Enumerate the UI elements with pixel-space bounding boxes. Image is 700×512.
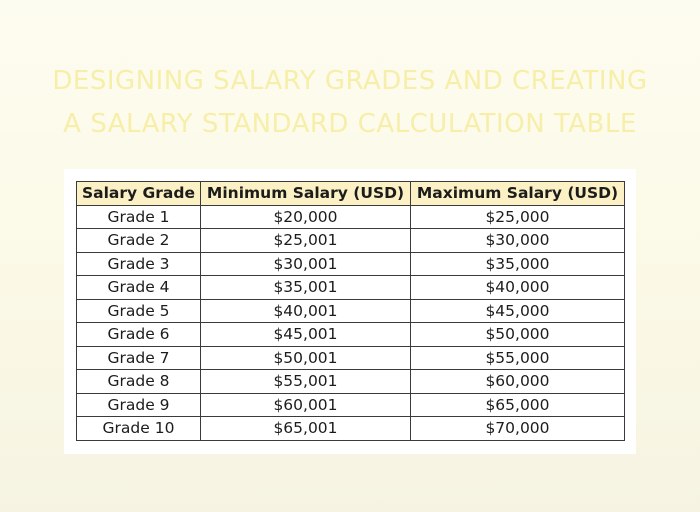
table-row (77, 299, 625, 323)
cell-grade: Grade 9 (77, 393, 201, 417)
cell-maximum: $40,000 (411, 276, 625, 300)
cell-minimum: $30,001 (201, 252, 411, 276)
cell-minimum: $40,001 (201, 299, 411, 323)
cell-grade: Grade 5 (77, 299, 201, 323)
cell-grade: Grade 2 (77, 229, 201, 253)
cell-minimum: $25,001 (201, 229, 411, 253)
cell-maximum: $60,000 (411, 370, 625, 394)
table-row (77, 276, 625, 300)
header-minimum-salary: Minimum Salary (USD) (201, 182, 411, 206)
cell-minimum: $35,001 (201, 276, 411, 300)
table-row (77, 229, 625, 253)
cell-grade: Grade 3 (77, 252, 201, 276)
cell-minimum: $45,001 (201, 323, 411, 347)
cell-minimum: $55,001 (201, 370, 411, 394)
page-title-line-1: DESIGNING SALARY GRADES AND CREATING (52, 66, 648, 96)
cell-maximum: $35,000 (411, 252, 625, 276)
table-row (77, 205, 625, 229)
cell-maximum: $70,000 (411, 417, 625, 441)
cell-maximum: $30,000 (411, 229, 625, 253)
cell-grade: Grade 8 (77, 370, 201, 394)
cell-maximum: $65,000 (411, 393, 625, 417)
cell-grade: Grade 6 (77, 323, 201, 347)
table-row (77, 252, 625, 276)
page-title (0, 60, 700, 146)
table-row (77, 346, 625, 370)
header-salary-grade: Salary Grade (77, 182, 201, 206)
table-row (77, 323, 625, 347)
table-header-row (77, 182, 625, 206)
cell-grade: Grade 1 (77, 205, 201, 229)
cell-maximum: $55,000 (411, 346, 625, 370)
table-card (64, 169, 636, 454)
cell-grade: Grade 10 (77, 417, 201, 441)
cell-maximum: $25,000 (411, 205, 625, 229)
cell-maximum: $50,000 (411, 323, 625, 347)
table-row (77, 370, 625, 394)
page-title-line-2: A SALARY STANDARD CALCULATION TABLE (63, 109, 637, 139)
cell-maximum: $45,000 (411, 299, 625, 323)
table-row (77, 417, 625, 441)
cell-minimum: $20,000 (201, 205, 411, 229)
cell-minimum: $50,001 (201, 346, 411, 370)
cell-grade: Grade 7 (77, 346, 201, 370)
cell-minimum: $65,001 (201, 417, 411, 441)
header-maximum-salary: Maximum Salary (USD) (411, 182, 625, 206)
cell-minimum: $60,001 (201, 393, 411, 417)
table-row (77, 393, 625, 417)
cell-grade: Grade 4 (77, 276, 201, 300)
salary-grade-table (76, 181, 625, 441)
